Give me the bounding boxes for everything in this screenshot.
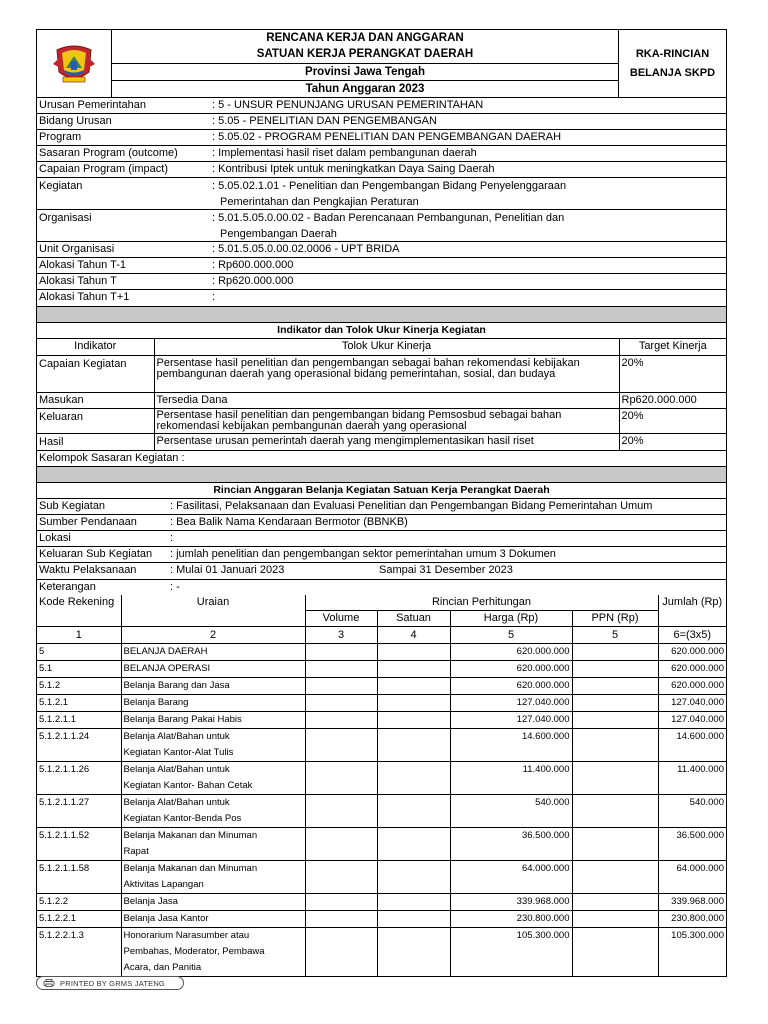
info-label: Alokasi Tahun T+1 [39, 291, 130, 303]
table-row [37, 408, 726, 433]
info-value: : 5.05 - PENELITIAN DAN PENGEMBANGAN [212, 115, 437, 127]
col-volume: Volume [305, 611, 377, 627]
satuan-cell [377, 644, 450, 661]
volume-cell [305, 644, 377, 661]
satuan-cell [377, 712, 450, 729]
info-row [37, 114, 726, 130]
volume-cell [305, 795, 377, 828]
uraian-line: Pembahas, Moderator, Pembawa [123, 946, 265, 957]
satuan-cell [377, 729, 450, 762]
indikator-title: Indikator dan Tolok Ukur Kinerja Kegiatan [37, 323, 726, 339]
uraian-line: Belanja Makanan dan Minuman [123, 830, 258, 841]
uraian-line: Kegiatan Kantor-Benda Pos [123, 813, 242, 824]
printed-by-badge [36, 976, 184, 990]
info-value: : Kontribusi Iptek untuk meningkatkan Daya Saing Daerah [212, 163, 495, 175]
jumlah-cell: 620.000.000 [658, 644, 726, 661]
indikator-cell: Masukan [37, 392, 154, 408]
harga-cell: 11.400.000 [450, 762, 572, 795]
info-row [37, 178, 726, 210]
sub-row [37, 563, 726, 579]
uraian-line: Belanja Alat/Bahan untuk [123, 731, 230, 742]
info-row [37, 258, 726, 274]
target-cell: 20% [619, 433, 726, 450]
kode-cell: 5.1.2.1.1.58 [37, 861, 121, 894]
table-row [37, 695, 726, 712]
table-row [37, 355, 726, 392]
sub-kegiatan-block [37, 499, 726, 595]
rincian-table [37, 595, 726, 977]
harga-cell: 64.000.000 [450, 861, 572, 894]
sub-value: : [170, 531, 174, 544]
info-value-wrap [212, 178, 726, 210]
col-tolok-ukur: Tolok Ukur Kinerja [154, 339, 619, 355]
col-kode-rekening: Kode Rekening [37, 595, 121, 627]
kode-cell: 5.1.2.1 [37, 695, 121, 712]
harga-cell: 127.040.000 [450, 695, 572, 712]
harga-cell: 620.000.000 [450, 661, 572, 678]
ppn-cell [572, 894, 658, 911]
indikator-cell: Capaian Kegiatan [37, 355, 154, 392]
tolok-cell: Persentase urusan pemerintah daerah yang mengimplementasikan hasil riset [154, 433, 619, 450]
target-cell: Rp620.000.000 [619, 392, 726, 408]
rka-cell [619, 30, 726, 97]
harga-cell: 127.040.000 [450, 712, 572, 729]
uraian-cell [121, 894, 305, 911]
uraian-line: Belanja Barang dan Jasa [123, 680, 230, 691]
uraian-line: Belanja Jasa [123, 896, 178, 907]
tolok-cell: Persentase hasil penelitian dan pengembangan bidang Pemsosbud sebagai bahan rekomendasi kebijakan pembangunan daerah yang operasional [154, 408, 619, 433]
satuan-cell [377, 678, 450, 695]
jumlah-cell: 339.968.000 [658, 894, 726, 911]
col-harga: Harga (Rp) [450, 611, 572, 627]
grey-separator [37, 467, 726, 483]
col-number: 1 [37, 627, 121, 644]
uraian-line: Acara, dan Panitia [123, 962, 202, 973]
harga-cell: 620.000.000 [450, 678, 572, 695]
info-value: : 5.01.5.05.0.00.02 - Badan Perencanaan Pembangunan, Penelitian dan [212, 212, 565, 224]
rincian-block [36, 467, 727, 978]
volume-cell [305, 729, 377, 762]
jumlah-cell: 127.040.000 [658, 712, 726, 729]
satuan-cell [377, 695, 450, 712]
info-block [36, 98, 727, 307]
header-title-1: RENCANA KERJA DAN ANGGARAN [266, 32, 464, 45]
info-label: Alokasi Tahun T-1 [39, 259, 127, 271]
uraian-line: Belanja Alat/Bahan untuk [123, 764, 230, 775]
satuan-cell [377, 861, 450, 894]
uraian-line: Rapat [123, 846, 149, 857]
col-indikator: Indikator [37, 339, 154, 355]
ppn-cell [572, 712, 658, 729]
volume-cell [305, 695, 377, 712]
info-label: Sasaran Program (outcome) [39, 147, 178, 159]
harga-cell: 540.000 [450, 795, 572, 828]
uraian-line: Belanja Makanan dan Minuman [123, 863, 258, 874]
sub-row [37, 515, 726, 531]
info-label: Urusan Pemerintahan [39, 99, 147, 111]
col-uraian: Uraian [121, 595, 305, 627]
jumlah-cell: 620.000.000 [658, 678, 726, 695]
info-label: Kegiatan [39, 180, 83, 192]
harga-cell: 620.000.000 [450, 644, 572, 661]
table-row [37, 928, 726, 977]
uraian-line: Belanja Alat/Bahan untuk [123, 797, 230, 808]
ppn-cell [572, 928, 658, 977]
header-title-cell [112, 30, 619, 97]
satuan-cell [377, 894, 450, 911]
kode-cell: 5.1 [37, 661, 121, 678]
ppn-cell [572, 861, 658, 894]
rka-label-2: BELANJA SKPD [629, 66, 716, 79]
col-number: 5 [450, 627, 572, 644]
table-row [37, 392, 726, 408]
indikator-cell: Hasil [37, 433, 154, 450]
logo-cell [37, 30, 112, 97]
table-row [37, 433, 726, 450]
col-rincian-perhitungan: Rincian Perhitungan [305, 595, 658, 611]
table-row [37, 828, 726, 861]
satuan-cell [377, 828, 450, 861]
uraian-line: Belanja Barang Pakai Habis [123, 714, 242, 725]
info-row [37, 210, 726, 242]
volume-cell [305, 828, 377, 861]
volume-cell [305, 661, 377, 678]
ppn-cell [572, 762, 658, 795]
ppn-cell [572, 644, 658, 661]
col-number: 2 [121, 627, 305, 644]
kelompok-label: Kelompok Sasaran Kegiatan : [39, 451, 185, 464]
info-row [37, 242, 726, 258]
harga-cell: 14.600.000 [450, 729, 572, 762]
info-label: Capaian Program (impact) [39, 163, 168, 175]
info-value-cont: Pengembangan Daerah [220, 228, 337, 240]
jumlah-cell: 11.400.000 [658, 762, 726, 795]
table-row [37, 729, 726, 762]
header-title-2: SATUAN KERJA PERANGKAT DAERAH [256, 48, 474, 61]
footer-text: PRINTED BY GRMS JATENG [60, 978, 165, 988]
info-row [37, 130, 726, 146]
sub-row [37, 499, 726, 515]
col-satuan: Satuan [377, 611, 450, 627]
rincian-title: Rincian Anggaran Belanja Kegiatan Satuan Kerja Perangkat Daerah [37, 483, 726, 499]
kode-cell: 5.1.2.2.1.3 [37, 928, 121, 977]
uraian-cell [121, 678, 305, 695]
volume-cell [305, 678, 377, 695]
uraian-cell [121, 762, 305, 795]
kode-cell: 5 [37, 644, 121, 661]
table-row [37, 795, 726, 828]
tolok-cell: Tersedia Dana [154, 392, 619, 408]
sub-label: Sumber Pendanaan [39, 515, 137, 528]
sub-value: : jumlah penelitian dan pengembangan sektor pemerintahan umum 3 Dokumen [170, 547, 556, 560]
satuan-cell [377, 911, 450, 928]
info-value-cont: Pemerintahan dan Pengkajian Peraturan [220, 196, 419, 208]
info-label: Unit Organisasi [39, 243, 115, 255]
table-row [37, 661, 726, 678]
uraian-cell [121, 644, 305, 661]
grey-separator [37, 307, 726, 323]
sub-label: Keterangan [39, 580, 96, 593]
sub-value-end: Sampai 31 Desember 2023 [379, 563, 513, 576]
indikator-cell: Keluaran [37, 408, 154, 433]
uraian-cell [121, 729, 305, 762]
kode-cell: 5.1.2.2.1 [37, 911, 121, 928]
sub-value: : Mulai 01 Januari 2023 [170, 563, 285, 576]
ppn-cell [572, 661, 658, 678]
table-row [37, 762, 726, 795]
info-label: Program [39, 131, 82, 143]
info-value: : 5.05.02.1.01 - Penelitian dan Pengembangan Bidang Penyelenggaraan [212, 180, 567, 192]
uraian-cell [121, 928, 305, 977]
info-row [37, 290, 726, 306]
info-row [37, 98, 726, 114]
uraian-line: Kegiatan Kantor-Alat Tulis [123, 747, 234, 758]
info-value-wrap [212, 210, 726, 242]
table-row [37, 678, 726, 695]
harga-cell: 339.968.000 [450, 894, 572, 911]
info-value: : 5.05.02 - PROGRAM PENELITIAN DAN PENGEMBANGAN DAERAH [212, 131, 562, 143]
sub-value: : Bea Balik Nama Kendaraan Bermotor (BBNKB) [170, 515, 408, 528]
jumlah-cell: 105.300.000 [658, 928, 726, 977]
jumlah-cell: 14.600.000 [658, 729, 726, 762]
ppn-cell [572, 678, 658, 695]
volume-cell [305, 712, 377, 729]
uraian-line: Belanja Jasa Kantor [123, 913, 209, 924]
sub-label: Lokasi [39, 531, 71, 544]
info-label: Alokasi Tahun T [39, 275, 117, 287]
sub-label: Keluaran Sub Kegiatan [39, 547, 153, 560]
col-number: 5 [572, 627, 658, 644]
header-title-4: Tahun Anggaran 2023 [112, 80, 618, 97]
target-cell: 20% [619, 355, 726, 392]
uraian-cell [121, 861, 305, 894]
info-row [37, 146, 726, 162]
table-row [37, 894, 726, 911]
rincian-body [37, 644, 726, 977]
sub-value: : - [170, 580, 180, 593]
info-value: : 5.01.5.05.0.00.02.0006 - UPT BRIDA [212, 243, 400, 255]
harga-cell: 230.800.000 [450, 911, 572, 928]
harga-cell: 36.500.000 [450, 828, 572, 861]
info-label: Bidang Urusan [39, 115, 112, 127]
info-value: : [212, 291, 216, 303]
info-label: Organisasi [39, 212, 92, 224]
kode-cell: 5.1.2 [37, 678, 121, 695]
satuan-cell [377, 661, 450, 678]
volume-cell [305, 911, 377, 928]
info-value: : Rp600.000.000 [212, 259, 294, 271]
col-jumlah: Jumlah (Rp) [658, 595, 726, 627]
col-number: 6=(3x5) [658, 627, 726, 644]
target-cell: 20% [619, 408, 726, 433]
info-value: : 5 - UNSUR PENUNJANG URUSAN PEMERINTAHAN [212, 99, 484, 111]
sub-row [37, 579, 726, 595]
kode-cell: 5.1.2.2 [37, 894, 121, 911]
ppn-cell [572, 695, 658, 712]
rka-document [36, 29, 727, 977]
printer-icon [43, 979, 55, 987]
satuan-cell [377, 762, 450, 795]
uraian-cell [121, 828, 305, 861]
table-row [37, 712, 726, 729]
table-row [37, 644, 726, 661]
jumlah-cell: 620.000.000 [658, 661, 726, 678]
table-row [37, 911, 726, 928]
rka-label-1: RKA-RINCIAN [635, 47, 710, 60]
uraian-line: BELANJA OPERASI [123, 663, 211, 674]
info-row [37, 162, 726, 178]
document-header [36, 29, 727, 98]
uraian-line: Kegiatan Kantor- Bahan Cetak [123, 780, 253, 791]
jumlah-cell: 36.500.000 [658, 828, 726, 861]
ppn-cell [572, 795, 658, 828]
info-value: : Implementasi hasil riset dalam pembangunan daerah [212, 147, 477, 159]
col-target-kinerja: Target Kinerja [619, 339, 726, 355]
tolok-cell: Persentase hasil penelitian dan pengembangan sebagai bahan rekomendasi kebijakan pembangunan daerah yang operasional bidang pemerintahan, sosial, dan budaya [154, 355, 619, 392]
uraian-line: Honorarium Narasumber atau [123, 930, 250, 941]
info-value: : Rp620.000.000 [212, 275, 294, 287]
col-ppn: PPN (Rp) [572, 611, 658, 627]
kode-cell: 5.1.2.1.1.26 [37, 762, 121, 795]
uraian-cell [121, 661, 305, 678]
kelompok-row [37, 450, 726, 466]
uraian-line: Belanja Barang [123, 697, 189, 708]
col-number: 3 [305, 627, 377, 644]
satuan-cell [377, 795, 450, 828]
ppn-cell [572, 911, 658, 928]
sub-label: Sub Kegiatan [39, 499, 106, 512]
uraian-cell [121, 911, 305, 928]
col-number: 4 [377, 627, 450, 644]
volume-cell [305, 928, 377, 977]
uraian-cell [121, 695, 305, 712]
kode-cell: 5.1.2.1.1.52 [37, 828, 121, 861]
satuan-cell [377, 928, 450, 977]
volume-cell [305, 894, 377, 911]
uraian-line: BELANJA DAERAH [123, 646, 208, 657]
uraian-line: Aktivitas Lapangan [123, 879, 204, 890]
volume-cell [305, 762, 377, 795]
jumlah-cell: 540.000 [658, 795, 726, 828]
jumlah-cell: 64.000.000 [658, 861, 726, 894]
info-row [37, 274, 726, 290]
indikator-block [36, 307, 727, 467]
jawa-tengah-emblem-icon [53, 44, 95, 84]
jumlah-cell: 127.040.000 [658, 695, 726, 712]
ppn-cell [572, 828, 658, 861]
table-row [37, 861, 726, 894]
sub-value: : Fasilitasi, Pelaksanaan dan Evaluasi Penelitian dan Pengembangan Bidang Pemerintahan Umum [170, 499, 653, 512]
sub-row [37, 531, 726, 547]
ppn-cell [572, 729, 658, 762]
indikator-table [37, 339, 726, 450]
kode-cell: 5.1.2.1.1.24 [37, 729, 121, 762]
column-number-row [37, 627, 726, 644]
sub-label: Waktu Pelaksanaan [39, 563, 137, 576]
jumlah-cell: 230.800.000 [658, 911, 726, 928]
harga-cell: 105.300.000 [450, 928, 572, 977]
kode-cell: 5.1.2.1.1 [37, 712, 121, 729]
sub-row [37, 547, 726, 563]
volume-cell [305, 861, 377, 894]
uraian-cell [121, 795, 305, 828]
header-title-3: Provinsi Jawa Tengah [112, 63, 618, 80]
kode-cell: 5.1.2.1.1.27 [37, 795, 121, 828]
uraian-cell [121, 712, 305, 729]
